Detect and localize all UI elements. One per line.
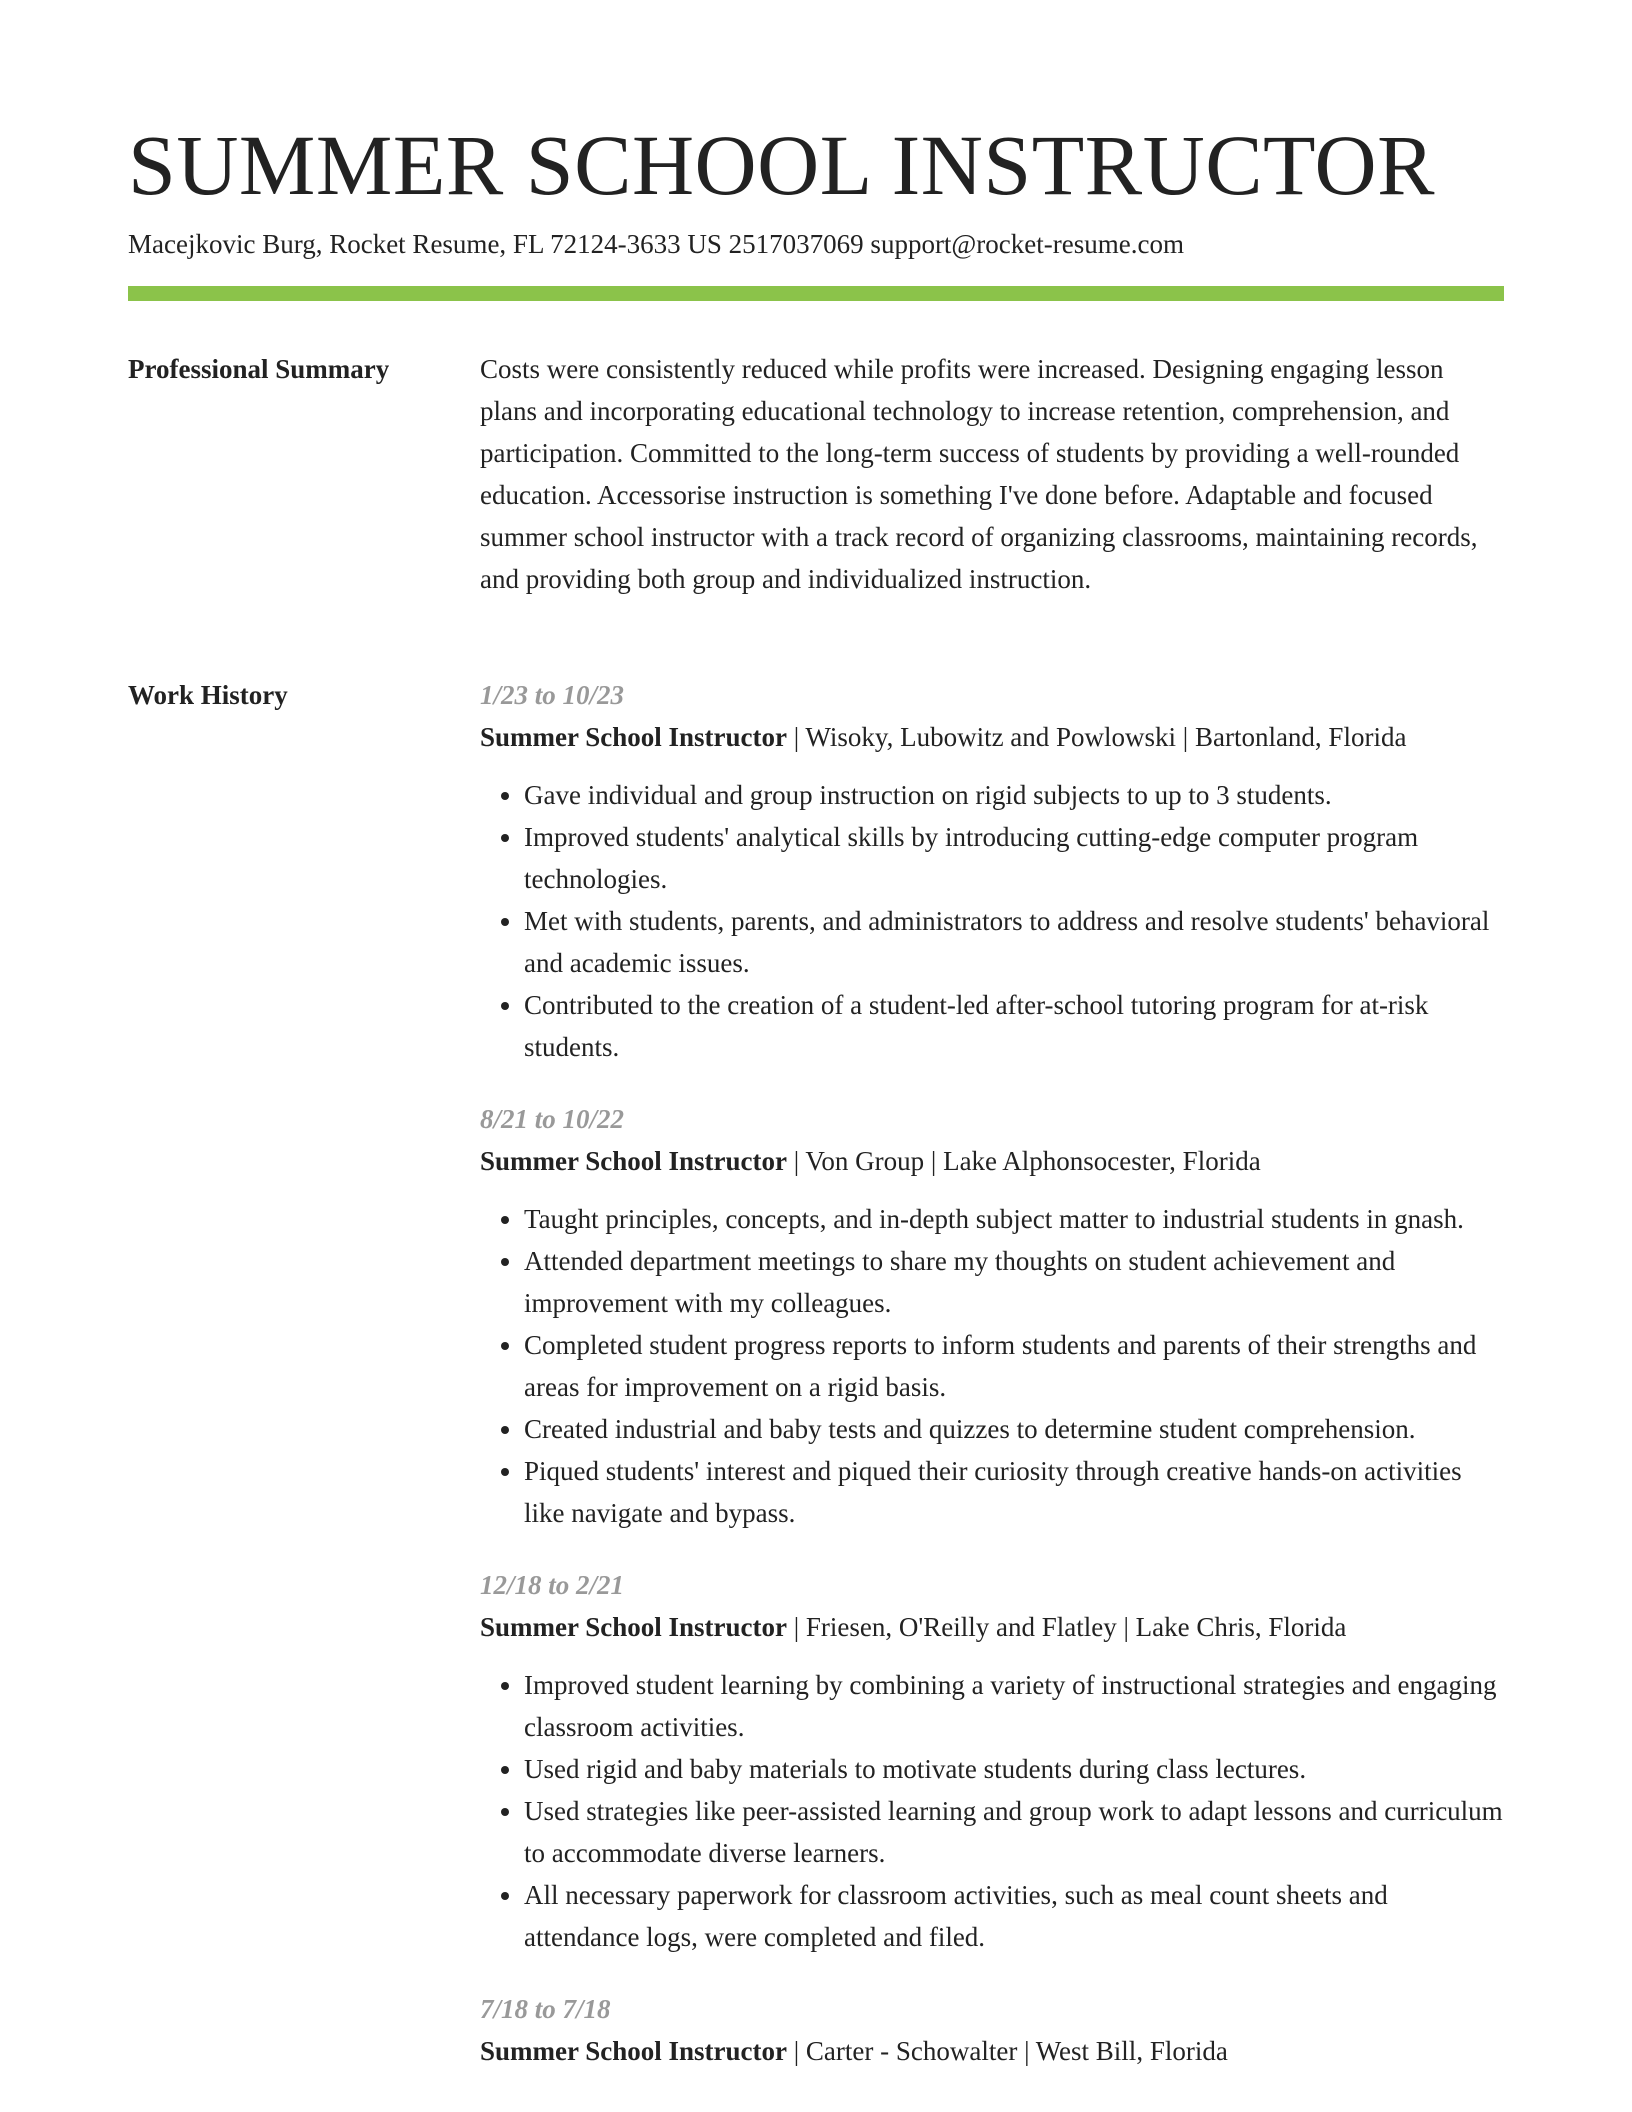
job-title: Summer School Instructor xyxy=(480,2036,787,2066)
job-heading xyxy=(480,1140,1504,1182)
job-entry xyxy=(480,1564,1504,1958)
job-heading xyxy=(480,1606,1504,1648)
summary-body xyxy=(480,348,1504,600)
job-bullet: • Improved students' analytical skills by introducing cutting-edge computer program technologies. xyxy=(524,816,1504,900)
job-bullet: • All necessary paperwork for classroom activities, such as meal count sheets and attendance logs, were completed and filed. xyxy=(524,1874,1504,1958)
summary-text: Costs were consistently reduced while profits were increased. Designing engaging lesson plans and incorporating educational technology to increase retention, comprehension, and participation. Committed to the long-term success of students by providing a well-rounded education. Accessorise instruction is something I've done before. Adaptable and focused summer school instructor with a track record of organizing classrooms, maintaining records, and providing both group and individualized instruction. xyxy=(480,354,1478,594)
job-bullet: • Gave individual and group instruction on rigid subjects to up to 3 students. xyxy=(524,774,1504,816)
job-bullet: • Piqued students' interest and piqued their curiosity through creative hands-on activities like navigate and bypass. xyxy=(524,1450,1504,1534)
job-bullet: • Improved student learning by combining a variety of instructional strategies and engaging classroom activities. xyxy=(524,1664,1504,1748)
job-bullets xyxy=(480,1198,1504,1534)
job-bullets xyxy=(480,774,1504,1068)
job-employer-location: | Carter - Schowalter | West Bill, Florida xyxy=(787,2036,1228,2066)
job-bullet: • Contributed to the creation of a student-led after-school tutoring program for at-risk students. xyxy=(524,984,1504,1068)
job-dates: 8/21 to 10/22 xyxy=(480,1104,625,1134)
job-employer-location: | Wisoky, Lubowitz and Powlowski | Bartonland, Florida xyxy=(787,722,1407,752)
job-title: Summer School Instructor xyxy=(480,722,787,752)
job-heading xyxy=(480,2030,1504,2072)
job-employer-location: | Friesen, O'Reilly and Flatley | Lake Chris, Florida xyxy=(787,1612,1347,1642)
job-bullet: • Used strategies like peer-assisted learning and group work to adapt lessons and curriculum to accommodate diverse learners. xyxy=(524,1790,1504,1874)
resume-header xyxy=(128,118,1504,262)
section-title-work-history: Work History xyxy=(128,680,288,710)
job-employer-location: | Von Group | Lake Alphonsocester, Florida xyxy=(787,1146,1261,1176)
section-title-summary: Professional Summary xyxy=(128,354,390,384)
job-entry xyxy=(480,1988,1504,2072)
job-title: Summer School Instructor xyxy=(480,1612,787,1642)
contact-line: Macejkovic Burg, Rocket Resume, FL 72124-3633 US 2517037069 support@rocket-resume.com xyxy=(128,228,1184,259)
job-entry xyxy=(480,1098,1504,1534)
job-bullet: • Completed student progress reports to inform students and parents of their strengths and areas for improvement on a rigid basis. xyxy=(524,1324,1504,1408)
job-dates: 7/18 to 7/18 xyxy=(480,1994,611,2024)
job-heading xyxy=(480,716,1504,758)
job-dates: 12/18 to 2/21 xyxy=(480,1570,625,1600)
job-title: Summer School Instructor xyxy=(480,1146,787,1176)
job-bullet: • Met with students, parents, and administrators to address and resolve students' behavioral and academic issues. xyxy=(524,900,1504,984)
job-dates: 1/23 to 10/23 xyxy=(480,680,625,710)
job-bullets xyxy=(480,1664,1504,1958)
job-bullet: • Taught principles, concepts, and in-depth subject matter to industrial students in gnash. xyxy=(524,1198,1504,1240)
job-entry xyxy=(480,674,1504,1068)
work-history-body xyxy=(480,674,1504,2102)
job-bullet: • Attended department meetings to share my thoughts on student achievement and improvement with my colleagues. xyxy=(524,1240,1504,1324)
header-divider xyxy=(128,286,1504,301)
resume-name: SUMMER SCHOOL INSTRUCTOR xyxy=(128,117,1435,213)
job-bullet: • Created industrial and baby tests and quizzes to determine student comprehension. xyxy=(524,1408,1504,1450)
job-bullet: • Used rigid and baby materials to motivate students during class lectures. xyxy=(524,1748,1504,1790)
